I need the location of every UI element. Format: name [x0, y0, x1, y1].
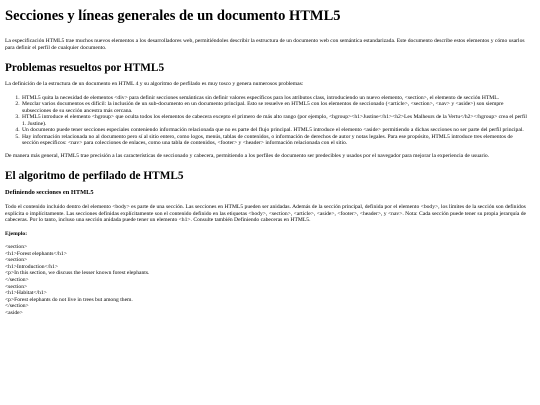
section-heading-problems: Problemas resueltos por HTML5 — [5, 62, 165, 74]
code-line: <h1>Forest elephants</h1> — [5, 250, 67, 257]
list-item: 4. Un documento puede tener secciones especiales conteniendo información relacionada que no es parte del flujo principal. HTML5 introduce el elemento <aside> permitiendo a dichas secciones no ser parte del perfil principal. — [21, 127, 530, 134]
page-title: Secciones y líneas generales de un documento HTML5 — [5, 8, 341, 24]
code-line: </section> — [5, 276, 29, 283]
code-line: <section> — [5, 244, 28, 250]
problems-closing-paragraph: De manera más general, HTML5 trae precisión a las características de seccionado y cabecera, permitiendo a los perfiles de documento ser predecibles y usados por el navegador para mejorar la experiencia de usuario. — [5, 152, 490, 159]
list-item: 1. HTML5 quita la necesidad de elementos <div> para definir secciones semánticas sin definir valores específicos para los atributos class, introduciendo un nuevo elemento, <section>, el elemento de sección HTML. — [21, 95, 530, 102]
list-item: 2. Mezclar varios documentos es difícil: la inclusión de un sub-documento en un documento principal. Esto se resuelve en HTML5 con los elementos de seccionado (<article>, <section>, <nav> y <aside>) son siempre subsecciones de su sección ancestra más cercana. — [21, 101, 530, 114]
code-line: <h1>Habitat</h1> — [5, 290, 47, 297]
problems-list — [5, 95, 530, 147]
intro-paragraph: La especificación HTML5 trae muchos nuevos elementos a los desarrolladores web, permitiéndoles describir la estructura de un documento web con semántica estandarizada. Este documento describe estos elementos y cómo usarlos para definir el perfil de cualquier documento. — [5, 38, 525, 51]
subsection-heading-defining-sections: Definiendo secciones en HTML5 — [5, 189, 94, 196]
code-line: <p>Forest elephants do not live in trees but among them. — [5, 296, 133, 303]
code-line: <p>In this section, we discuss the lesser known forest elephants. — [5, 270, 150, 277]
code-line: <h1>Introduction</h1> — [5, 263, 59, 270]
problems-lead-paragraph: La definición de la estructura de un documento en HTML 4 y su algoritmo de perfilado es muy tosco y genera numerosos problemas: — [5, 81, 304, 87]
code-line: <section> — [5, 257, 28, 264]
code-line: </section> — [5, 303, 29, 310]
code-example — [5, 244, 530, 317]
code-line: <aside> — [5, 309, 23, 316]
list-item: 3. HTML5 introduce el elemento <hgroup> que oculta todos los elementos de cabecera excepto el primero de más alto rango (por ejemplo, <hgroup><h1>Justine</h1><h2>Les Malheurs de la Vertu</h2></hgroup> crea el perfil 1. Justine). — [21, 114, 530, 127]
section-heading-algorithm: El algoritmo de perfilado de HTML5 — [5, 170, 184, 182]
code-line: <section> — [5, 283, 28, 290]
list-item: 5. Hay información relacionada no al documento pero sí al sitio entero, como logos, menús, tablas de contenidos, o información de derechos de autor y notas legales. Para ese propósito, HTML5 introduce tres elementos de sección específicos: <nav> para colecciones de enlaces, como una tabla de contenidos, <footer> y <header> información relacionada con el sitio. — [21, 134, 530, 147]
example-label: Ejemplo: — [5, 230, 28, 237]
defining-sections-paragraph: Todo el contenido incluido dentro del elemento <body> es parte de una sección. Las secciones en HTML5 pueden ser anidadas. Además de la sección principal, definida por el elemento <body>, los límites de la sección son definidos explícita o implícitamente. Las secciones definidas explícitamente son el contenido definido en las etiquetas <body>, <section>, <article>, <aside>, <footer>, <header>, y <nav>. Nota: Cada sección puede tener su propia jerarquía de cabeceras. Por lo tanto, incluso una sección anidada puede tener un elemento <h1>. Consulte también Definiendo cabeceras en HTML5. — [5, 204, 527, 223]
